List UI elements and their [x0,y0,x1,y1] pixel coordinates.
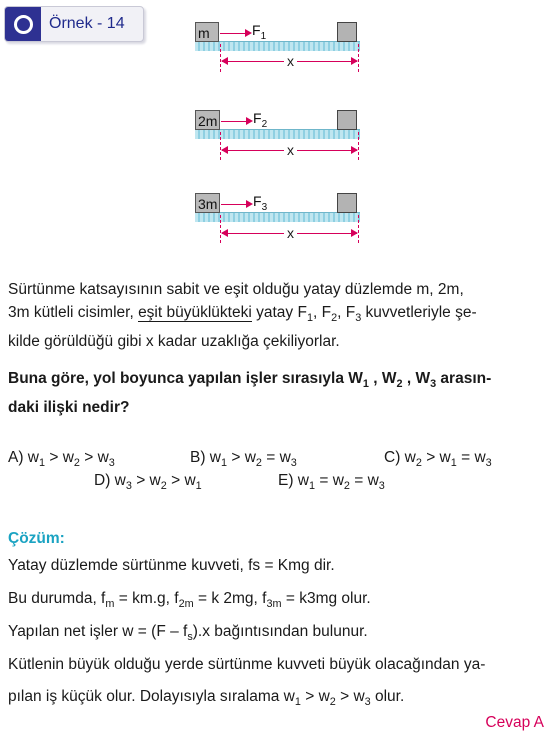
solution-title: Çözüm: [8,530,65,547]
solution-line-2: Bu durumda, $f_m = km.g$, $f_{2m} = k$ 2mg, $f_{3m} = k3mg$ olur. [8,590,371,611]
option-e[interactable]: E) $w_1 = w_2 = w_3$ [278,472,385,493]
distance-label: x [284,226,297,240]
distance-label: x [284,143,297,157]
option-a[interactable]: A) $w_1 > w_2 > w_3$ [8,449,115,470]
solution-line-5: pılan iş küçük olur. Dolayısıyla sıralama $w_1 > w_2 > w_3$ olur. [8,688,405,709]
force-label: $F_1$ [252,22,267,42]
wall-block [337,193,357,213]
mass-block: 3m [195,193,220,213]
force-arrow [220,33,246,34]
force-arrow [221,121,247,122]
option-b[interactable]: B) $w_1 > w_2 = w_3$ [190,449,297,470]
prompt-line: daki ilişki nedir? [8,399,130,417]
force-arrow [221,204,247,205]
wall-block [337,22,357,42]
question-line: Sürtünme katsayısının sabit ve eşit olduğu yatay düzlemde m, 2m, [8,281,464,298]
question-line: kilde görüldüğü gibi x kadar uzaklığa çekiliyorlar. [8,333,340,351]
end-marker [358,44,359,72]
prompt-line: Buna göre, yol boyunca yapılan işler sırasıyla $W_1$ , $W_2$ , $W_3$ arasın- [8,370,492,391]
end-marker [358,132,359,160]
underlined-phrase: eşit büyüklükteki [138,304,252,321]
solution-line-4: Kütlenin büyük olduğu yerde sürtünme kuvveti büyük olacağından ya- [8,656,486,673]
mass-block: 2m [195,110,220,130]
distance-label: x [284,54,297,68]
end-marker [358,215,359,243]
force-label: $F_2$ [253,110,268,130]
force-label: $F_3$ [253,193,268,213]
question-line: 3m kütleli cisimler, eşit büyüklükteki yatay $F_1$, $F_2$, $F_3$ kuvvetleriyle şe- [8,304,477,325]
circle-icon [5,7,41,41]
option-c[interactable]: C) $w_2 > w_1 = w_3$ [384,449,492,470]
option-d[interactable]: D) $w_3 > w_2 > w_1$ [94,472,202,493]
question-text [8,278,548,353]
example-badge [4,6,144,42]
example-title: Örnek - 14 [49,15,125,32]
solution-line-3: Yapılan net işler $w = (F - f_s).x$ bağıntısından bulunur. [8,623,368,644]
question-prompt [8,367,548,419]
mass-block: m [195,22,219,42]
answer-label: Cevap A [485,714,544,731]
solution-line-1: Yatay düzlemde sürtünme kuvveti, fs = Kmg dir. [8,557,335,574]
wall-block [337,110,357,130]
